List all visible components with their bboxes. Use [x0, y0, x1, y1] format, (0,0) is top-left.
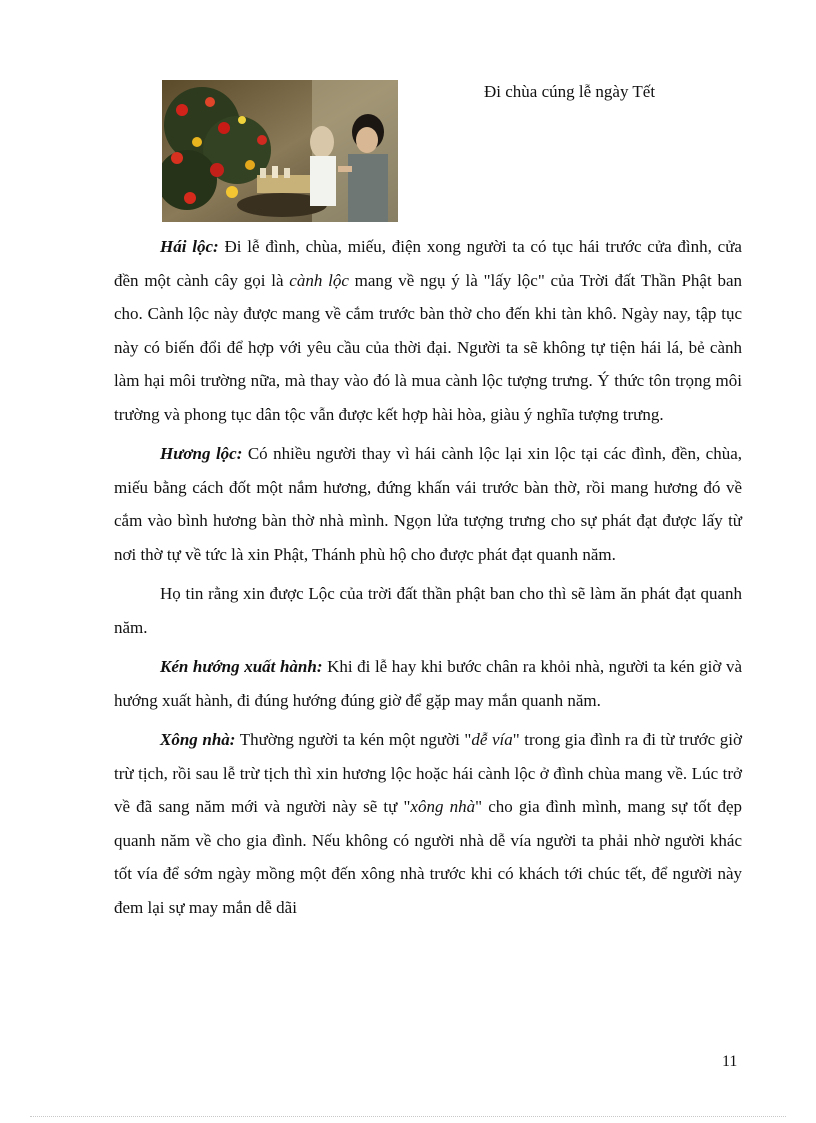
paragraph-lead: Hái lộc:	[160, 237, 219, 256]
paragraph-text: " cho gia đình mình, mang sự tốt đẹp quanh năm về cho gia đình. Nếu không có người nhà dễ vía người ta phải nhờ người khác tốt vía để sớm ngày mồng một đến xông nhà trước khi có khách tới chúc tết, để người này đem lại sự may mắn dễ dãi	[114, 797, 742, 917]
page-bottom-divider	[30, 1116, 786, 1117]
italic-term: cành lộc	[289, 270, 349, 290]
document-body	[114, 230, 742, 924]
paragraph-huong-loc	[114, 437, 742, 571]
paragraph-ken-huong	[114, 650, 742, 717]
paragraph-text: Họ tin rằng xin được Lộc của trời đất thần phật ban cho thì sẽ làm ăn phát đạt quanh năm.	[114, 584, 742, 637]
paragraph-text: Có nhiều người thay vì hái cành lộc lại xin lộc tại các đình, đền, chùa, miếu bằng cách đốt một nắm hương, đứng khấn vái trước bàn thờ, rồi mang hương đó về cắm vào bình hương bàn thờ nhà mình. Ngọn lửa tượng trưng cho sự phát đạt được lấy từ nơi thờ tự về tức là xin Phật, Thánh phù hộ cho được phát đạt quanh năm.	[114, 444, 742, 564]
paragraph-hai-loc	[114, 230, 742, 431]
temple-worship-photo	[162, 80, 398, 222]
paragraph-text: Thường người ta kén một người "	[235, 730, 472, 749]
paragraph-lead: Kén hướng xuất hành:	[160, 657, 323, 676]
paragraph-xong-nha	[114, 723, 742, 924]
italic-term: xông nhà	[410, 797, 476, 816]
photo-illustration	[162, 80, 398, 222]
paragraph-belief	[114, 577, 742, 644]
photo-caption: Đi chùa cúng lễ ngày Tết	[484, 82, 656, 101]
paragraph-lead: Xông nhà:	[160, 730, 236, 749]
page-number: 11	[722, 1053, 738, 1070]
paragraph-text: Khi đi lễ hay khi bước chân ra khỏi nhà, người ta kén giờ và hướng xuất hành, đi đúng hướng đúng giờ để gặp may mắn quanh năm.	[114, 657, 742, 710]
paragraph-text: Đi lễ đình, chùa, miếu, điện xong người ta có tục hái trước cửa đình, cửa đền một cành cây gọi là	[114, 237, 742, 290]
paragraph-text: mang về ngụ ý là "lấy lộc" của Trời đất Thần Phật ban cho. Cành lộc này được mang về cắm trước bàn thờ cho đến khi tàn khô. Ngày nay, tập tục này có biến đổi để hợp với yêu cầu của thời đại. Người ta sẽ không tự tiện hái lá, bẻ cành làm hại môi trường nữa, mà thay vào đó là mua cành lộc tượng trưng. Ý thức tôn trọng môi trường và phong tục dân tộc vẫn được kết hợp hài hòa, giàu ý nghĩa tượng trưng.	[114, 270, 742, 424]
italic-term: dễ vía	[471, 730, 513, 749]
paragraph-text: " trong gia đình ra đi từ trước giờ trừ tịch, rồi sau lễ trừ tịch thì xin hương lộc hoặc hái cành lộc ở đình chùa mang về. Lúc trở về đã sang năm mới và người này sẽ tự "	[114, 730, 742, 816]
paragraph-lead: Hương lộc:	[160, 444, 243, 463]
